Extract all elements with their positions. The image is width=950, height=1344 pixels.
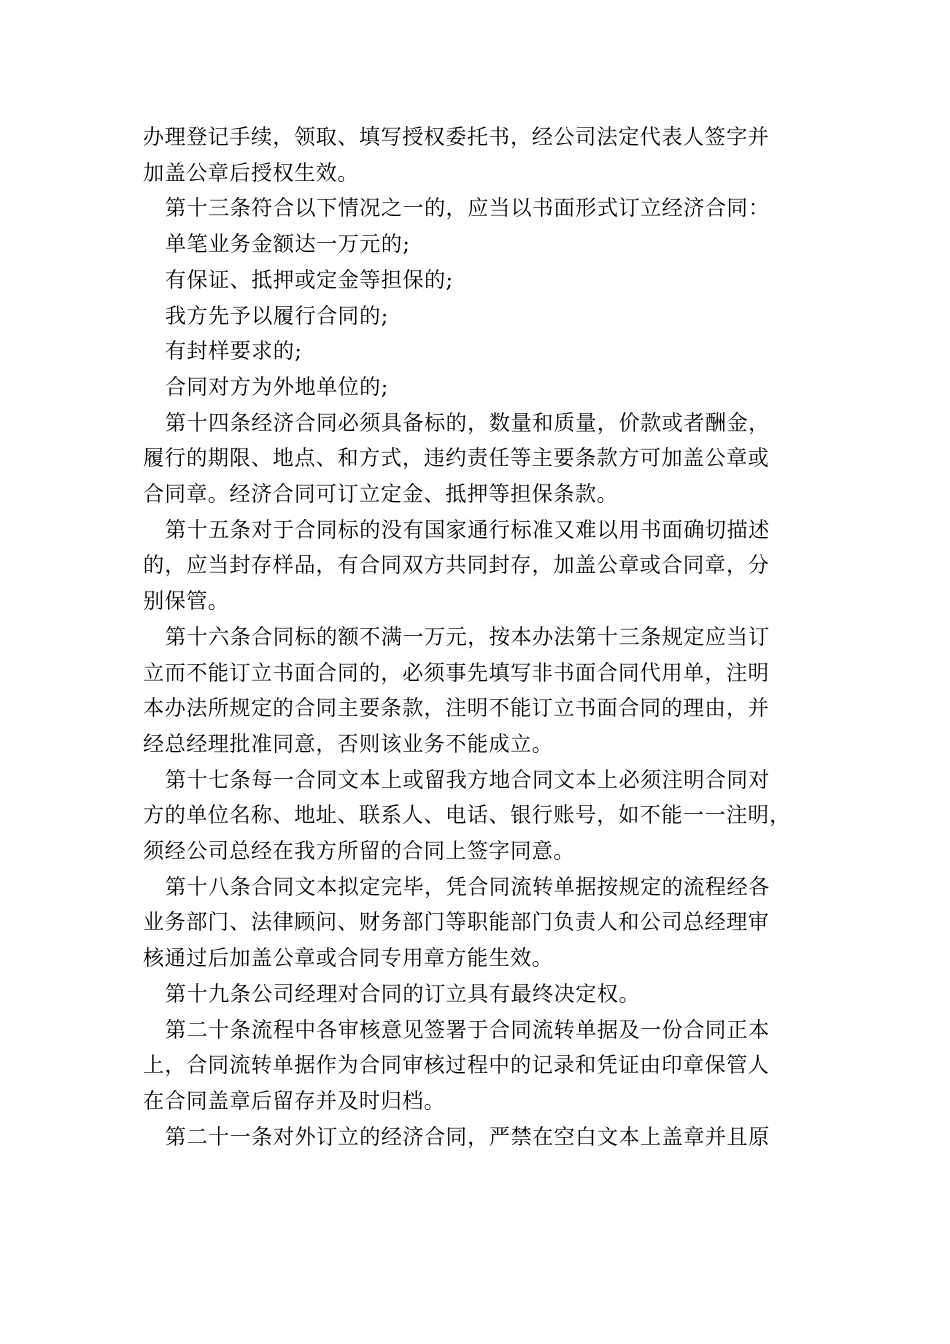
text-line: 在合同盖章后留存并及时归档。: [143, 1088, 446, 1113]
text-line: 第十六条合同标的额不满一万元，按本办法第十三条规定应当订: [165, 624, 770, 649]
text-line: 第十三条符合以下情况之一的，应当以书面形式订立经济合同：: [165, 196, 770, 221]
paragraph: [143, 227, 823, 263]
text-line: 合同对方为外地单位的;: [165, 374, 389, 399]
text-line: 方的单位名称、地址、联系人、电话、银行账号，如不能一一注明，: [143, 803, 791, 828]
text-line: 第十四条经济合同必须具备标的，数量和质量，价款或者酬金，: [165, 410, 770, 435]
text-line: 有保证、抵押或定金等担保的;: [165, 267, 454, 292]
text-line: 须经公司总经在我方所留的合同上签字同意。: [143, 839, 575, 864]
text-line: 我方先予以履行合同的;: [165, 303, 389, 328]
text-line: 单笔业务金额达一万元的;: [165, 232, 411, 257]
paragraph: [143, 263, 823, 299]
text-line: 第十八条合同文本拟定完毕，凭合同流转单据按规定的流程经各: [165, 874, 770, 899]
text-line: 办理登记手续，领取、填写授权委托书，经公司法定代表人签字并: [143, 125, 770, 149]
paragraph: [143, 870, 823, 977]
paragraph: [143, 334, 823, 370]
text-line: 履行的期限、地点、和方式，违约责任等主要条款方可加盖公章或: [143, 446, 770, 471]
text-line: 上，合同流转单据作为合同审核过程中的记录和凭证由印章保管人: [143, 1053, 770, 1078]
paragraph: [143, 299, 823, 335]
paragraph: [143, 977, 823, 1013]
text-line: 核通过后加盖公章或合同专用章方能生效。: [143, 946, 554, 971]
text-line: 加盖公章后授权生效。: [143, 160, 359, 185]
text-line: 业务部门、法律顾问、财务部门等职能部门负责人和公司总经理审: [143, 910, 770, 935]
text-line: 立而不能订立书面合同的，必须事先填写非书面合同代用单，注明: [143, 660, 770, 685]
text-line: 第二十一条对外订立的经济合同，严禁在空白文本上盖章并且原: [165, 1124, 770, 1149]
paragraph: [143, 1013, 823, 1120]
text-line: 经总经理批准同意，否则该业务不能成立。: [143, 731, 554, 756]
text-line: 的，应当封存样品，有合同双方共同封存，加盖公章或合同章，分: [143, 553, 770, 578]
paragraph: [143, 120, 823, 191]
text-line: 第十五条对于合同标的没有国家通行标准又难以用书面确切描述: [165, 517, 770, 542]
paragraph: [143, 513, 823, 620]
paragraph: [143, 1120, 823, 1156]
text-line: 有封样要求的;: [165, 339, 303, 364]
paragraph: [143, 191, 823, 227]
text-line: 第十七条每一合同文本上或留我方地合同文本上必须注明合同对: [165, 767, 770, 792]
text-line: 合同章。经济合同可订立定金、抵押等担保条款。: [143, 482, 619, 507]
text-line: 第二十条流程中各审核意见签署于合同流转单据及一份合同正本: [165, 1017, 770, 1042]
paragraph: [143, 763, 823, 870]
text-line: 本办法所规定的合同主要条款，注明不能订立书面合同的理由，并: [143, 696, 770, 721]
paragraph: [143, 620, 823, 763]
text-line: 别保管。: [143, 589, 230, 614]
text-line: 第十九条公司经理对合同的订立具有最终决定权。: [165, 981, 641, 1006]
paragraph: [143, 370, 823, 406]
document-body: [143, 120, 823, 1155]
paragraph: [143, 406, 823, 513]
